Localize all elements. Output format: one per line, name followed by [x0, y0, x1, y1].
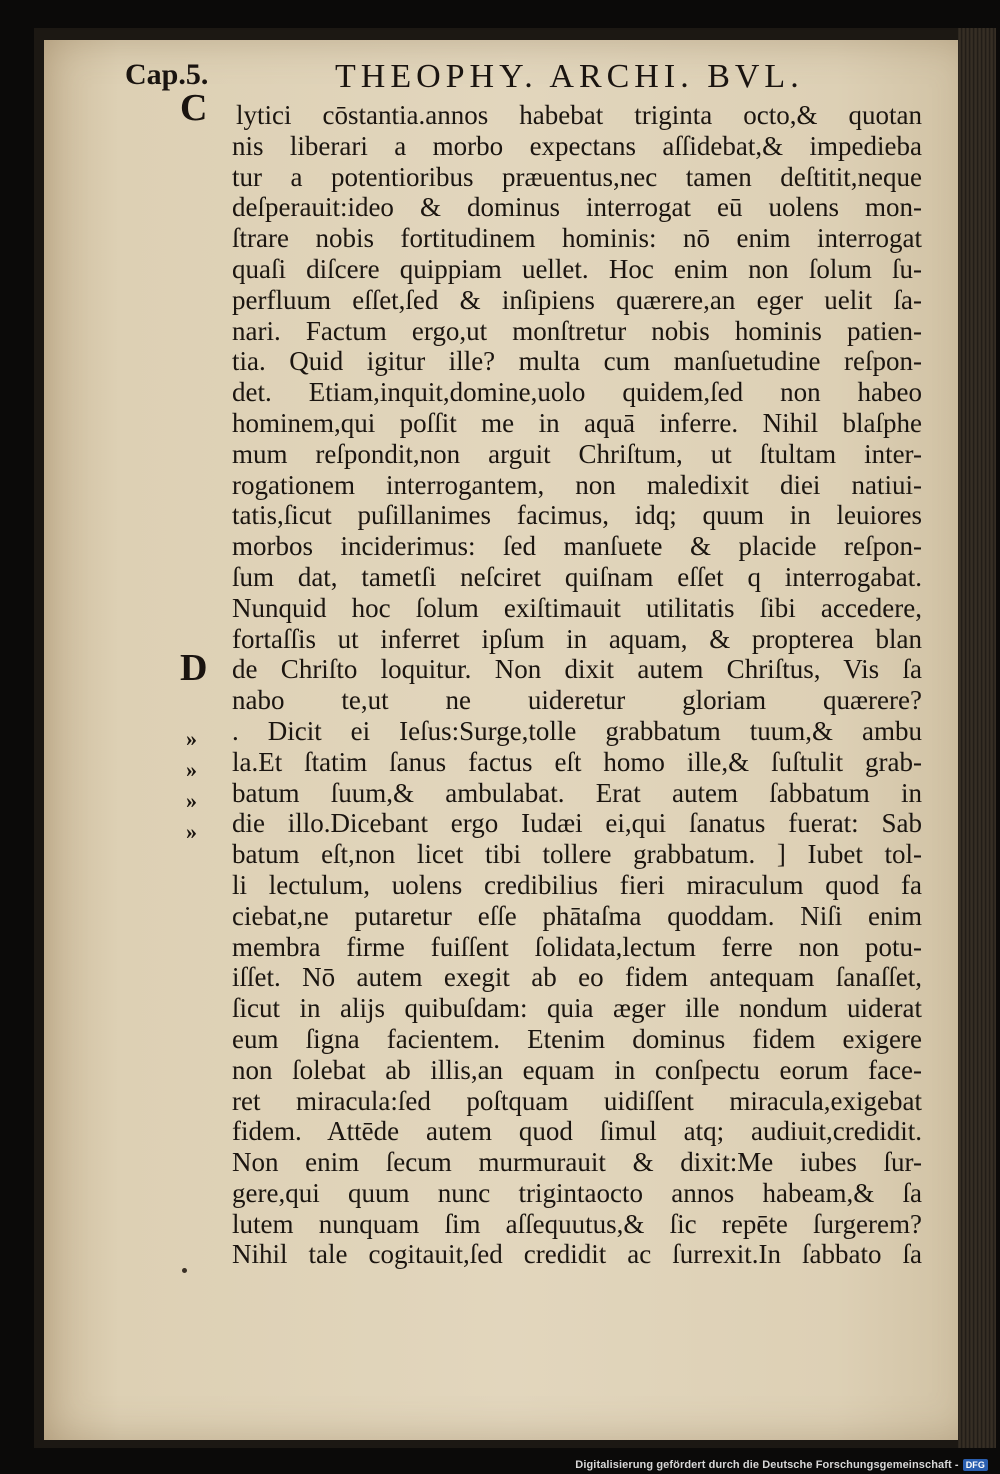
body-text-block [232, 100, 922, 1270]
running-header [125, 58, 955, 100]
text-line: ſtrare nobis fortitudinem hominis: nō enim interrogat [232, 223, 922, 254]
credit-text: Digitalisierung gefördert durch die Deutsche Forschungsgemeinschaft - [575, 1459, 959, 1471]
dfg-logo: DFG [963, 1459, 988, 1471]
text-line: det. Etiam,inquit,domine,uolo quidem,ſed non habeo [232, 377, 922, 408]
text-line: lytici cōstantia.annos habebat triginta octo,& quotan [236, 100, 922, 130]
text-line: de Chriſto loquitur. Non dixit autem Chriſtus, Vis ſa [232, 654, 922, 685]
text-line: ciebat,ne putaretur eſſe phātaſma quoddam. Niſi enim [232, 900, 922, 931]
text-line: ret miracula:ſed poſtquam uidiſſent miracula,exigebat [232, 1085, 922, 1116]
text-line: ſum dat, tametſi neſciret quiſnam eſſet q interrogabat. [232, 561, 922, 592]
text-line: perfluum eſſet,ſed & inſipiens quærere,an eger uelit ſa- [232, 284, 922, 315]
quote-mark: » [186, 819, 195, 844]
text-line: non ſolebat ab illis,an equam in conſpectu eorum face- [232, 1054, 922, 1085]
text-line: batum eſt,non licet tibi tollere grabbatum. ] Iubet tol- [232, 839, 922, 870]
quote-mark: » [186, 726, 195, 751]
text-line: Nihil tale cogitauit,ſed credidit ac ſurrexit.In ſabbato ſa [232, 1239, 922, 1270]
ink-speck [182, 1268, 187, 1273]
text-line: fidem. Attēde autem quod ſimul atq; audiuit,credidit. [232, 1116, 922, 1147]
text-line: iſſet. Nō autem exegit ab eo fidem antequam ſanaſſet, [232, 962, 922, 993]
text-line: tur a potentioribus præuentus,nec tamen deſtitit,neque [232, 161, 922, 192]
text-line: . Dicit ei Ieſus:Surge,tolle grabbatum tuum,& ambu [232, 715, 922, 746]
text-line: lutem nunquam ſim aſſequutus,& ſic repēte ſurgerem? [232, 1208, 922, 1239]
text-line: eum ſigna facientem. Etenim dominus fidem exigere [232, 1023, 922, 1054]
text-line: deſperauit:ideo & dominus interrogat eū uolens mon- [232, 192, 922, 223]
text-line: mum reſpondit,non arguit Chriſtum, ut ſtultam inter- [232, 438, 922, 469]
text-line: tatis,ſicut puſillanimes facimus, idq; quum in leuiores [232, 500, 922, 531]
text-line: rogationem interrogantem, non maledixit diei natiui- [232, 469, 922, 500]
text-line: die illo.Dicebant ergo Iudæi ei,qui ſanatus fuerat: Sab [232, 808, 922, 839]
page-edge-stack [958, 28, 996, 1448]
text-line: li lectulum, uolens credibilius fieri miraculum quod fa [232, 869, 922, 900]
text-line: nis liberari a morbo expectans aſſidebat,& impedieba [232, 130, 922, 161]
text-line: membra firme fuiſſent ſolidata,lectum ferre non potu- [232, 931, 922, 962]
margin-section-letter-d: D [180, 647, 208, 689]
text-line: Nunquid hoc ſolum exiſtimauit utilitatis ſibi accedere, [232, 592, 922, 623]
text-line: nari. Factum ergo,ut monſtretur nobis hominis patien- [232, 315, 922, 346]
text-line: ſicut in alijs quibuſdam: quia æger ille nondum uiderat [232, 993, 922, 1024]
quote-mark: » [186, 788, 195, 813]
digitization-credit [575, 1458, 988, 1472]
text-line: batum ſuum,& ambulabat. Erat autem ſabbatum in [232, 777, 922, 808]
text-line: nabo te,ut ne uideretur gloriam quærere? [232, 685, 922, 716]
text-line: la.Et ſtatim ſanus factus eſt homo ille,& ſuſtulit grab- [232, 746, 922, 777]
text-line: quaſi diſcere quippiam uellet. Hoc enim non ſolum ſu- [232, 253, 922, 284]
text-line: Non enim ſecum murmurauit & dixit:Me iubes ſur- [232, 1147, 922, 1178]
text-line: morbos inciderimus: ſed manſuete & placide reſpon- [232, 531, 922, 562]
text-line: hominem,qui poſſit me in aquā inferre. Nihil blaſphe [232, 407, 922, 438]
chapter-label: Cap.5. [125, 58, 209, 91]
quote-mark: » [186, 757, 195, 782]
margin-section-letter-c: C [180, 87, 208, 129]
text-line: gere,qui quum nunc trigintaocto annos habeam,& ſa [232, 1177, 922, 1208]
text-line: tia. Quid igitur ille? multa cum manſuetudine reſpon- [232, 346, 922, 377]
text-line: fortaſſis ut inferret ipſum in aquam, & propterea blan [232, 623, 922, 654]
running-title: THEOPHY. ARCHI. BVL. [335, 58, 804, 95]
